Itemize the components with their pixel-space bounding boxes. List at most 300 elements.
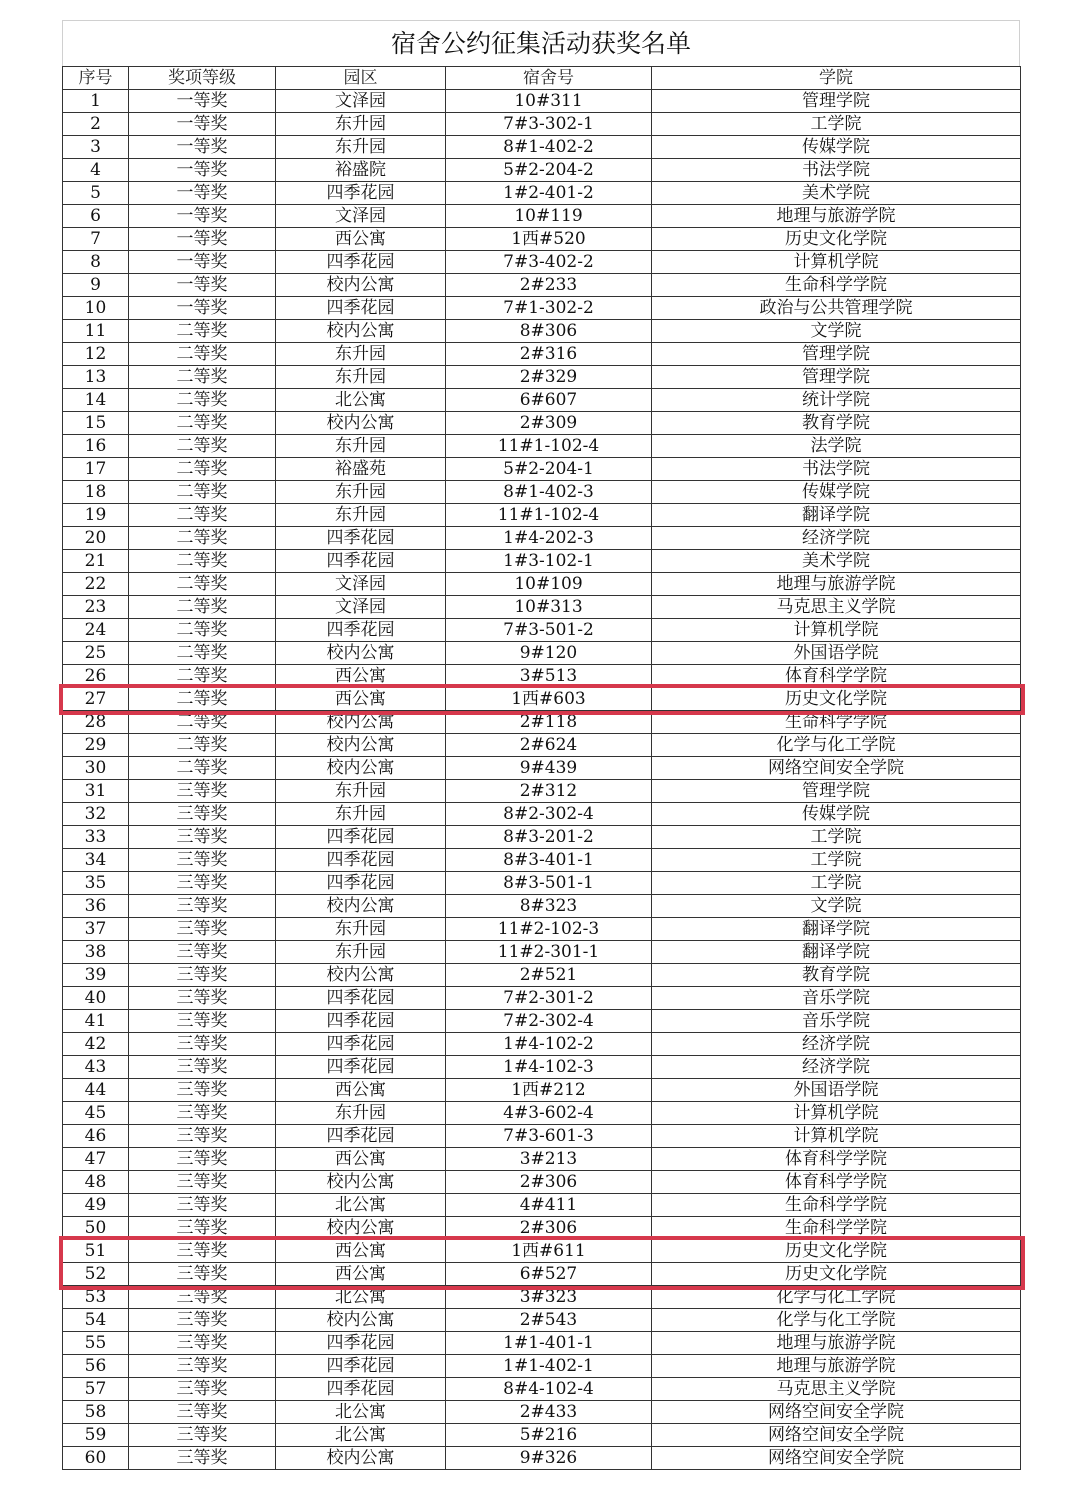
cell-dorm-number: 7#3-601-3 [446,1125,652,1148]
cell-index: 5 [63,182,129,205]
table-row [63,297,1021,320]
cell-index: 13 [63,366,129,389]
cell-dorm-number: 5#2-204-1 [446,458,652,481]
cell-index: 35 [63,872,129,895]
cell-college: 传媒学院 [652,803,1021,826]
cell-dorm-number: 7#3-302-1 [446,113,652,136]
cell-dorm-number: 2#433 [446,1401,652,1424]
cell-college: 美术学院 [652,182,1021,205]
table-row [63,481,1021,504]
cell-dorm-number: 2#309 [446,412,652,435]
cell-college: 地理与旅游学院 [652,205,1021,228]
table-row [63,1217,1021,1240]
cell-campus: 东升园 [276,1102,446,1125]
cell-dorm-number: 2#118 [446,711,652,734]
cell-award-level: 一等奖 [129,182,276,205]
cell-dorm-number: 6#527 [446,1263,652,1286]
cell-campus: 东升园 [276,504,446,527]
cell-dorm-number: 11#1-102-4 [446,504,652,527]
cell-award-level: 一等奖 [129,90,276,113]
table-row [63,1171,1021,1194]
cell-dorm-number: 7#1-302-2 [446,297,652,320]
cell-index: 43 [63,1056,129,1079]
cell-dorm-number: 1西#520 [446,228,652,251]
table-row [63,458,1021,481]
cell-award-level: 二等奖 [129,343,276,366]
cell-campus: 四季花园 [276,872,446,895]
cell-award-level: 三等奖 [129,1447,276,1470]
cell-college: 历史文化学院 [652,1263,1021,1286]
table-row [63,849,1021,872]
cell-award-level: 三等奖 [129,849,276,872]
cell-award-level: 三等奖 [129,1424,276,1447]
cell-dorm-number: 3#323 [446,1286,652,1309]
cell-award-level: 三等奖 [129,780,276,803]
cell-dorm-number: 11#1-102-4 [446,435,652,458]
cell-index: 42 [63,1033,129,1056]
cell-campus: 校内公寓 [276,895,446,918]
cell-award-level: 二等奖 [129,757,276,780]
cell-index: 24 [63,619,129,642]
cell-index: 56 [63,1355,129,1378]
cell-college: 化学与化工学院 [652,734,1021,757]
cell-college: 传媒学院 [652,136,1021,159]
cell-college: 地理与旅游学院 [652,1332,1021,1355]
cell-dorm-number: 7#2-302-4 [446,1010,652,1033]
cell-college: 法学院 [652,435,1021,458]
cell-college: 网络空间安全学院 [652,757,1021,780]
cell-index: 4 [63,159,129,182]
cell-campus: 四季花园 [276,1033,446,1056]
table-row [63,872,1021,895]
cell-college: 经济学院 [652,1033,1021,1056]
cell-campus: 四季花园 [276,619,446,642]
cell-index: 21 [63,550,129,573]
cell-campus: 四季花园 [276,987,446,1010]
cell-college: 翻译学院 [652,504,1021,527]
cell-index: 30 [63,757,129,780]
cell-campus: 校内公寓 [276,642,446,665]
cell-dorm-number: 1西#611 [446,1240,652,1263]
cell-campus: 文泽园 [276,596,446,619]
cell-index: 58 [63,1401,129,1424]
cell-award-level: 三等奖 [129,1033,276,1056]
table-row [63,1378,1021,1401]
cell-dorm-number: 7#3-501-2 [446,619,652,642]
table-row [63,1194,1021,1217]
cell-campus: 北公寓 [276,1194,446,1217]
cell-college: 网络空间安全学院 [652,1401,1021,1424]
cell-award-level: 三等奖 [129,1171,276,1194]
cell-campus: 东升园 [276,481,446,504]
cell-award-level: 二等奖 [129,320,276,343]
cell-award-level: 三等奖 [129,1010,276,1033]
cell-dorm-number: 1#4-102-2 [446,1033,652,1056]
table-row [63,159,1021,182]
cell-award-level: 三等奖 [129,872,276,895]
cell-index: 32 [63,803,129,826]
cell-campus: 四季花园 [276,1056,446,1079]
cell-award-level: 一等奖 [129,205,276,228]
cell-index: 15 [63,412,129,435]
cell-dorm-number: 8#1-402-3 [446,481,652,504]
table-row [63,1056,1021,1079]
cell-award-level: 一等奖 [129,297,276,320]
cell-college: 生命科学学院 [652,711,1021,734]
cell-award-level: 三等奖 [129,1148,276,1171]
cell-index: 44 [63,1079,129,1102]
cell-index: 48 [63,1171,129,1194]
cell-index: 22 [63,573,129,596]
cell-campus: 文泽园 [276,573,446,596]
cell-campus: 校内公寓 [276,1171,446,1194]
cell-dorm-number: 9#439 [446,757,652,780]
cell-campus: 四季花园 [276,1010,446,1033]
cell-dorm-number: 7#2-301-2 [446,987,652,1010]
sheet-title: 宿舍公约征集活动获奖名单 [62,20,1020,66]
cell-campus: 东升园 [276,918,446,941]
table-row [63,987,1021,1010]
table-row [63,1309,1021,1332]
cell-award-level: 二等奖 [129,573,276,596]
cell-award-level: 二等奖 [129,665,276,688]
cell-index: 40 [63,987,129,1010]
cell-dorm-number: 9#326 [446,1447,652,1470]
cell-award-level: 三等奖 [129,803,276,826]
table-row [63,1240,1021,1263]
cell-dorm-number: 10#119 [446,205,652,228]
cell-dorm-number: 8#306 [446,320,652,343]
cell-campus: 北公寓 [276,389,446,412]
table-row [63,757,1021,780]
cell-award-level: 三等奖 [129,1102,276,1125]
table-row [63,274,1021,297]
cell-campus: 四季花园 [276,826,446,849]
cell-dorm-number: 1#1-401-1 [446,1332,652,1355]
cell-dorm-number: 11#2-102-3 [446,918,652,941]
cell-award-level: 二等奖 [129,504,276,527]
cell-college: 工学院 [652,826,1021,849]
table-row [63,435,1021,458]
cell-college: 文学院 [652,895,1021,918]
cell-index: 16 [63,435,129,458]
table-row [63,1033,1021,1056]
cell-index: 29 [63,734,129,757]
cell-award-level: 三等奖 [129,1079,276,1102]
cell-college: 历史文化学院 [652,1240,1021,1263]
cell-index: 33 [63,826,129,849]
cell-college: 地理与旅游学院 [652,573,1021,596]
cell-campus: 四季花园 [276,1125,446,1148]
cell-award-level: 二等奖 [129,550,276,573]
table-row [63,619,1021,642]
cell-index: 59 [63,1424,129,1447]
cell-dorm-number: 2#543 [446,1309,652,1332]
cell-dorm-number: 5#2-204-2 [446,159,652,182]
cell-college: 化学与化工学院 [652,1309,1021,1332]
cell-award-level: 二等奖 [129,527,276,550]
cell-dorm-number: 6#607 [446,389,652,412]
cell-college: 管理学院 [652,90,1021,113]
table-row [63,90,1021,113]
table-row [63,895,1021,918]
cell-college: 管理学院 [652,780,1021,803]
cell-award-level: 三等奖 [129,1332,276,1355]
cell-dorm-number: 7#3-402-2 [446,251,652,274]
cell-index: 7 [63,228,129,251]
cell-college: 翻译学院 [652,918,1021,941]
cell-college: 生命科学学院 [652,1217,1021,1240]
table-row [63,1424,1021,1447]
cell-college: 教育学院 [652,412,1021,435]
cell-college: 工学院 [652,872,1021,895]
table-row [63,343,1021,366]
cell-campus: 校内公寓 [276,274,446,297]
cell-campus: 东升园 [276,366,446,389]
cell-index: 11 [63,320,129,343]
cell-campus: 东升园 [276,136,446,159]
cell-award-level: 三等奖 [129,1355,276,1378]
cell-campus: 东升园 [276,941,446,964]
cell-dorm-number: 8#1-402-2 [446,136,652,159]
cell-index: 14 [63,389,129,412]
cell-index: 41 [63,1010,129,1033]
table-row [63,941,1021,964]
cell-award-level: 二等奖 [129,734,276,757]
cell-campus: 西公寓 [276,1079,446,1102]
cell-dorm-number: 2#624 [446,734,652,757]
table-row [63,734,1021,757]
cell-campus: 校内公寓 [276,711,446,734]
table-row [63,918,1021,941]
cell-award-level: 二等奖 [129,711,276,734]
table-row [63,320,1021,343]
table-row [63,1079,1021,1102]
cell-campus: 裕盛苑 [276,458,446,481]
cell-college: 计算机学院 [652,619,1021,642]
cell-dorm-number: 8#3-501-1 [446,872,652,895]
table-row [63,964,1021,987]
cell-award-level: 一等奖 [129,228,276,251]
award-sheet [62,20,1020,1470]
cell-award-level: 一等奖 [129,136,276,159]
cell-campus: 西公寓 [276,688,446,711]
cell-index: 27 [63,688,129,711]
cell-dorm-number: 3#513 [446,665,652,688]
cell-campus: 东升园 [276,113,446,136]
cell-campus: 东升园 [276,435,446,458]
cell-index: 57 [63,1378,129,1401]
cell-award-level: 二等奖 [129,389,276,412]
table-row [63,803,1021,826]
cell-award-level: 二等奖 [129,619,276,642]
cell-award-level: 二等奖 [129,481,276,504]
cell-college: 经济学院 [652,527,1021,550]
cell-campus: 东升园 [276,780,446,803]
cell-index: 1 [63,90,129,113]
cell-index: 50 [63,1217,129,1240]
cell-college: 美术学院 [652,550,1021,573]
cell-college: 体育科学学院 [652,665,1021,688]
cell-college: 体育科学学院 [652,1171,1021,1194]
cell-dorm-number: 2#329 [446,366,652,389]
table-row [63,1355,1021,1378]
cell-dorm-number: 2#306 [446,1171,652,1194]
cell-index: 37 [63,918,129,941]
cell-college: 生命科学学院 [652,1194,1021,1217]
cell-college: 翻译学院 [652,941,1021,964]
cell-college: 工学院 [652,113,1021,136]
cell-campus: 校内公寓 [276,320,446,343]
cell-dorm-number: 8#3-201-2 [446,826,652,849]
cell-index: 8 [63,251,129,274]
cell-award-level: 一等奖 [129,113,276,136]
table-row [63,1447,1021,1470]
cell-index: 60 [63,1447,129,1470]
cell-index: 34 [63,849,129,872]
cell-campus: 校内公寓 [276,1447,446,1470]
cell-index: 28 [63,711,129,734]
cell-dorm-number: 2#306 [446,1217,652,1240]
cell-index: 2 [63,113,129,136]
table-row [63,550,1021,573]
cell-dorm-number: 8#3-401-1 [446,849,652,872]
table-row [63,1125,1021,1148]
table-row [63,136,1021,159]
award-table [62,66,1021,1470]
cell-dorm-number: 4#411 [446,1194,652,1217]
cell-campus: 四季花园 [276,297,446,320]
cell-award-level: 三等奖 [129,941,276,964]
table-row [63,205,1021,228]
cell-index: 18 [63,481,129,504]
cell-campus: 文泽园 [276,90,446,113]
table-row [63,1010,1021,1033]
cell-college: 外国语学院 [652,642,1021,665]
cell-award-level: 二等奖 [129,596,276,619]
cell-campus: 西公寓 [276,1148,446,1171]
table-row [63,596,1021,619]
table-row [63,1401,1021,1424]
table-row [63,527,1021,550]
table-row [63,688,1021,711]
cell-college: 马克思主义学院 [652,596,1021,619]
cell-index: 38 [63,941,129,964]
cell-index: 12 [63,343,129,366]
cell-index: 39 [63,964,129,987]
cell-award-level: 三等奖 [129,964,276,987]
cell-dorm-number: 3#213 [446,1148,652,1171]
cell-index: 45 [63,1102,129,1125]
cell-campus: 裕盛院 [276,159,446,182]
cell-campus: 校内公寓 [276,734,446,757]
cell-award-level: 三等奖 [129,895,276,918]
cell-award-level: 三等奖 [129,1309,276,1332]
cell-campus: 四季花园 [276,182,446,205]
cell-campus: 四季花园 [276,1355,446,1378]
cell-college: 计算机学院 [652,1125,1021,1148]
cell-award-level: 一等奖 [129,159,276,182]
cell-award-level: 二等奖 [129,435,276,458]
cell-index: 20 [63,527,129,550]
cell-college: 音乐学院 [652,1010,1021,1033]
table-body [63,90,1021,1470]
cell-index: 3 [63,136,129,159]
cell-award-level: 三等奖 [129,1194,276,1217]
cell-dorm-number: 11#2-301-1 [446,941,652,964]
table-row [63,1148,1021,1171]
cell-dorm-number: 2#521 [446,964,652,987]
cell-award-level: 三等奖 [129,1378,276,1401]
cell-dorm-number: 5#216 [446,1424,652,1447]
cell-award-level: 二等奖 [129,412,276,435]
cell-campus: 四季花园 [276,1378,446,1401]
header-award-level: 奖项等级 [129,67,276,90]
cell-dorm-number: 1#1-402-1 [446,1355,652,1378]
cell-index: 25 [63,642,129,665]
cell-campus: 西公寓 [276,1263,446,1286]
cell-index: 52 [63,1263,129,1286]
cell-campus: 北公寓 [276,1424,446,1447]
cell-index: 26 [63,665,129,688]
table-row [63,1263,1021,1286]
cell-index: 53 [63,1286,129,1309]
cell-campus: 校内公寓 [276,1217,446,1240]
header-row [63,67,1021,90]
cell-campus: 西公寓 [276,665,446,688]
cell-index: 17 [63,458,129,481]
cell-college: 管理学院 [652,366,1021,389]
cell-campus: 四季花园 [276,1332,446,1355]
cell-college: 计算机学院 [652,1102,1021,1125]
table-row [63,504,1021,527]
cell-index: 46 [63,1125,129,1148]
cell-campus: 四季花园 [276,550,446,573]
table-row [63,1102,1021,1125]
cell-dorm-number: 10#311 [446,90,652,113]
cell-dorm-number: 8#323 [446,895,652,918]
header-campus: 园区 [276,67,446,90]
cell-index: 55 [63,1332,129,1355]
cell-dorm-number: 2#233 [446,274,652,297]
table-row [63,665,1021,688]
cell-dorm-number: 1西#603 [446,688,652,711]
cell-college: 书法学院 [652,458,1021,481]
cell-award-level: 三等奖 [129,1240,276,1263]
cell-college: 教育学院 [652,964,1021,987]
cell-college: 文学院 [652,320,1021,343]
cell-campus: 西公寓 [276,228,446,251]
cell-college: 工学院 [652,849,1021,872]
cell-award-level: 一等奖 [129,251,276,274]
table-row [63,1332,1021,1355]
cell-award-level: 三等奖 [129,1217,276,1240]
table-row [63,780,1021,803]
cell-dorm-number: 1#4-202-3 [446,527,652,550]
cell-award-level: 一等奖 [129,274,276,297]
cell-college: 马克思主义学院 [652,1378,1021,1401]
cell-dorm-number: 1#4-102-3 [446,1056,652,1079]
cell-campus: 北公寓 [276,1401,446,1424]
cell-index: 9 [63,274,129,297]
cell-college: 管理学院 [652,343,1021,366]
cell-award-level: 三等奖 [129,987,276,1010]
cell-college: 生命科学学院 [652,274,1021,297]
cell-dorm-number: 8#2-302-4 [446,803,652,826]
cell-index: 10 [63,297,129,320]
cell-award-level: 二等奖 [129,366,276,389]
cell-college: 网络空间安全学院 [652,1447,1021,1470]
